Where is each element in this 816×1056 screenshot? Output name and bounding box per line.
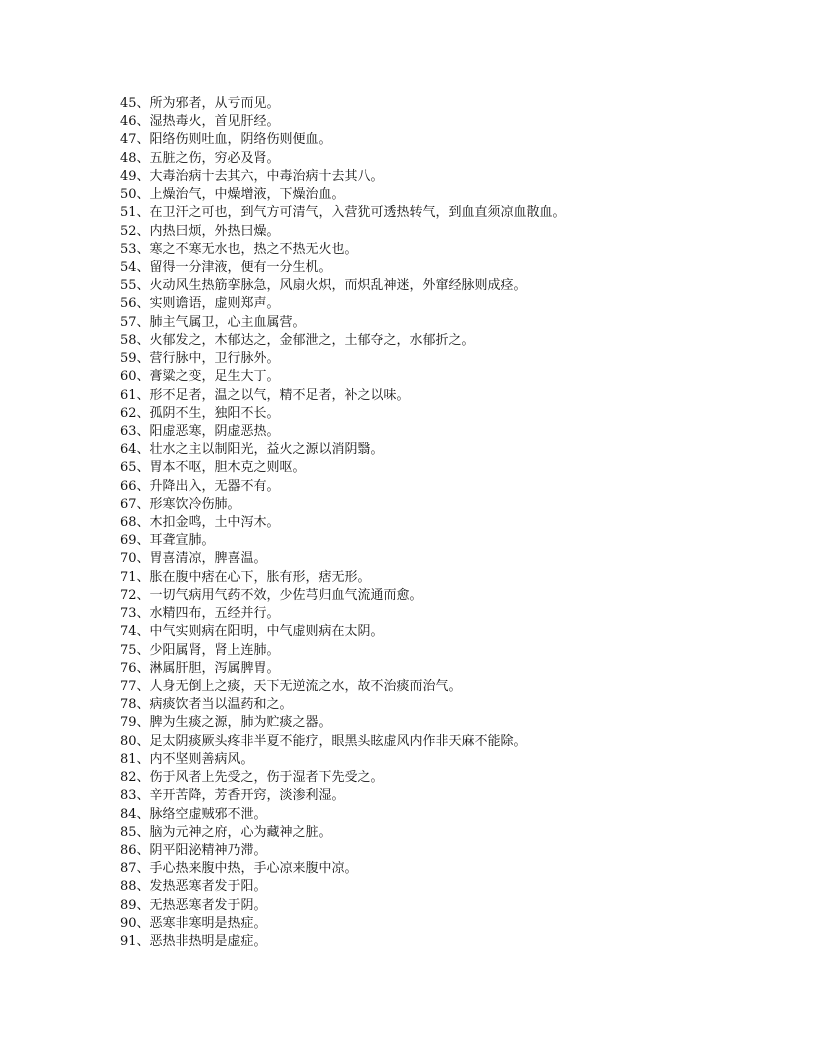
text-line: 71、胀在腹中痞在心下，胀有形，痞无形。 — [120, 569, 371, 585]
text-line: 68、木扣金鸣，土中泻木。 — [120, 515, 280, 531]
text-line: 80、足太阴痰厥头疼非半夏不能疗，眼黑头眩虚风内作非天麻不能除。 — [120, 733, 527, 749]
text-line: 49、大毒治病十去其六，中毒治病十去其八。 — [120, 168, 384, 184]
text-line: 57、肺主气属卫，心主血属营。 — [120, 314, 306, 330]
text-line: 84、脉络空虚贼邪不泄。 — [120, 806, 267, 822]
text-line: 79、脾为生痰之源，肺为贮痰之器。 — [120, 715, 332, 731]
text-line: 63、阳虚恶寒，阴虚恶热。 — [120, 423, 280, 439]
text-line: 53、寒之不寒无水也，热之不热无火也。 — [120, 241, 358, 257]
text-line: 54、留得一分津液，便有一分生机。 — [120, 259, 332, 275]
text-line: 62、孤阴不生，独阳不长。 — [120, 405, 280, 421]
text-line: 51、在卫汗之可也，到气方可清气，入营犹可透热转气，到血直须凉血散血。 — [120, 205, 566, 221]
text-line: 58、火郁发之，木郁达之，金郁泄之，土郁夺之，水郁折之。 — [120, 332, 475, 348]
text-line: 64、壮水之主以制阳光，益火之源以消阴翳。 — [120, 442, 384, 458]
text-line: 89、无热恶寒者发于阴。 — [120, 897, 267, 913]
text-line: 78、病痰饮者当以温药和之。 — [120, 697, 293, 713]
text-line: 47、阳络伤则吐血，阴络伤则便血。 — [120, 132, 332, 148]
text-line: 55、火动风生热筋挛脉急，风扇火炽，而炽乱神迷，外窜经脉则成痉。 — [120, 278, 527, 294]
text-line: 75、少阳属肾，肾上连肺。 — [120, 642, 280, 658]
text-line: 83、辛开苦降，芳香开窍，淡渗利湿。 — [120, 788, 345, 804]
text-line: 69、耳聋宣肺。 — [120, 533, 215, 549]
text-line: 61、形不足者，温之以气，精不足者，补之以味。 — [120, 387, 410, 403]
text-line: 56、实则谵语，虚则郑声。 — [120, 296, 280, 312]
text-line: 76、淋属肝胆，泻属脾胃。 — [120, 660, 280, 676]
text-line: 50、上燥治气，中燥增液，下燥治血。 — [120, 187, 345, 203]
text-line: 82、伤于风者上先受之，伤于湿者下先受之。 — [120, 770, 384, 786]
text-line: 45、所为邪者，从亏而见。 — [120, 96, 280, 111]
text-line: 74、中气实则病在阳明，中气虚则病在太阴。 — [120, 624, 384, 640]
text-line: 90、恶寒非寒明是热症。 — [120, 915, 267, 931]
text-line: 87、手心热来腹中热，手心凉来腹中凉。 — [120, 861, 358, 877]
text-line: 86、阴平阳泌精神乃滞。 — [120, 842, 267, 858]
text-line: 46、湿热毒火，首见肝经。 — [120, 114, 280, 130]
text-line: 77、人身无倒上之痰，天下无逆流之水，故不治痰而治气。 — [120, 679, 462, 694]
text-line: 70、胃喜清凉，脾喜温。 — [120, 551, 267, 567]
document-body — [120, 95, 740, 951]
text-line: 60、膏粱之变，足生大丁。 — [120, 369, 280, 385]
text-line: 59、营行脉中，卫行脉外。 — [120, 351, 280, 367]
text-line: 48、五脏之伤，穷必及肾。 — [120, 150, 280, 166]
text-line: 67、形寒饮冷伤肺。 — [120, 496, 241, 512]
text-line: 52、内热曰烦，外热曰燥。 — [120, 223, 280, 239]
text-line: 85、脑为元神之府，心为藏神之脏。 — [120, 824, 332, 840]
text-line: 66、升降出入，无器不有。 — [120, 478, 280, 494]
text-line: 81、内不坚则善病风。 — [120, 751, 254, 767]
text-line: 88、发热恶寒者发于阳。 — [120, 879, 267, 895]
text-line: 91、恶热非热明是虚症。 — [120, 934, 267, 950]
text-line: 73、水精四布，五经并行。 — [120, 606, 280, 622]
text-line: 72、一切气病用气药不效，少佐芎归血气流通而愈。 — [120, 587, 423, 603]
text-line: 65、胃本不呕，胆木克之则呕。 — [120, 460, 306, 476]
